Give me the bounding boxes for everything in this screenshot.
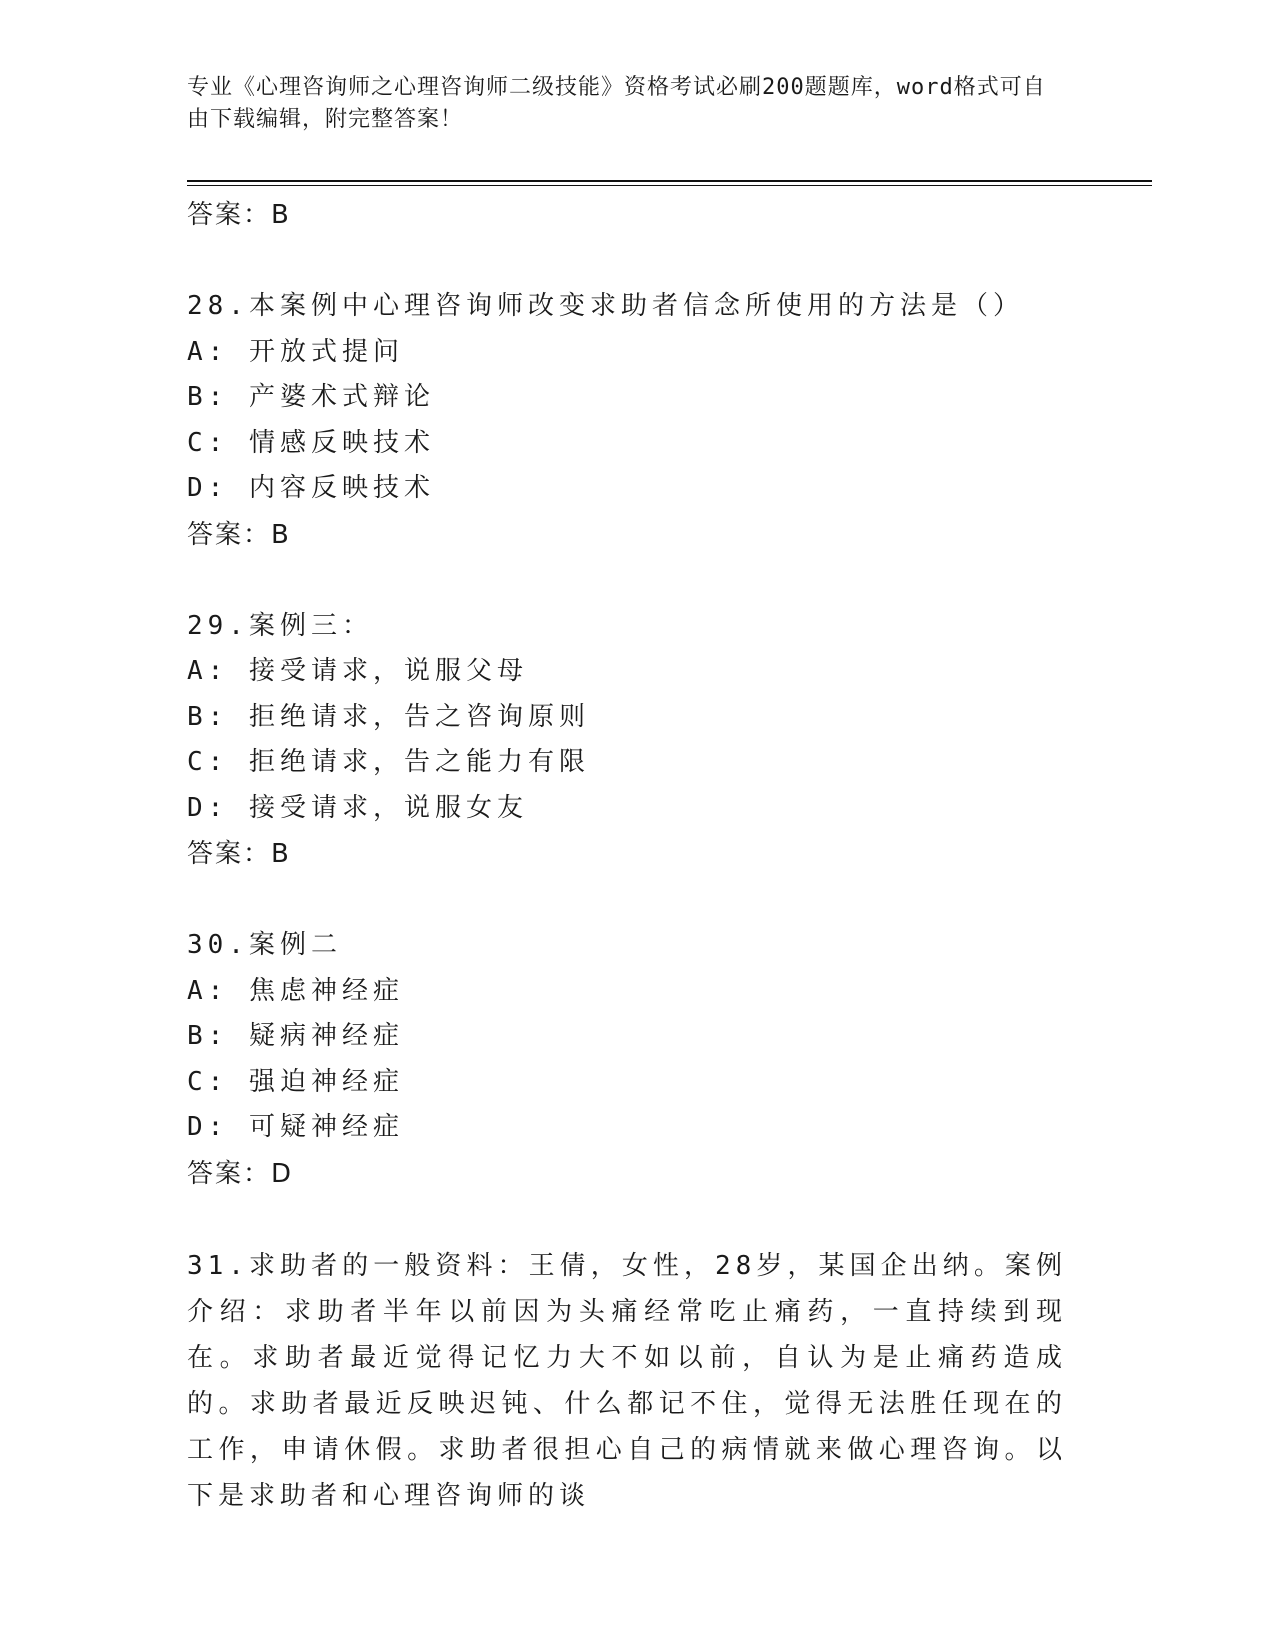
option-b: B: 产婆术式辩论 [187,382,435,412]
question-29 [187,604,1067,878]
header-rule-thin [187,185,1152,186]
option-b: B: 疑病神经症 [187,1021,404,1051]
option-d: D: 可疑神经症 [187,1112,404,1142]
option-d: D: 内容反映技术 [187,473,435,503]
option-d: D: 接受请求，说服女友 [187,792,528,823]
option-c: C: 拒绝请求，告之能力有限 [187,747,590,777]
question-title: 30.案例二 [187,930,342,960]
option-c: C: 强迫神经症 [187,1066,404,1097]
question-title: 28.本案例中心理咨询师改变求助者信念所使用的方法是（） [187,291,1024,321]
header-rule-thick [187,180,1152,182]
option-a: A: 开放式提问 [187,336,404,367]
answer-28: 答案：B [187,519,291,550]
option-a: A: 接受请求，说服父母 [187,656,528,686]
page-header: 专业《心理咨询师之心理咨询师二级技能》资格考试必刷200题题库，word格式可自由下载编辑，附完整答案！ [187,75,1046,132]
option-a: A: 焦虑神经症 [187,975,404,1006]
question-content [187,192,1067,1519]
answer-30: 答案：D [187,1158,294,1189]
question-title: 29.案例三： [187,610,373,641]
option-b: B: 拒绝请求，告之咨询原则 [187,701,590,732]
answer-29: 答案：B [187,839,291,869]
answer-27: 答案：B [187,200,291,230]
option-c: C: 情感反映技术 [187,427,435,458]
question-30 [187,923,1067,1197]
question-31-text: 31.求助者的一般资料：王倩，女性，28岁，某国企出纳。案例介绍：求助者半年以前因为头痛经常吃止痛药，一直持续到现在。求助者最近觉得记忆力大不如以前，自认为是止痛药造成的。求助者最近反映迟钝、什么都记不住，觉得无法胜任现在的工作，申请休假。求助者很担心自己的病情就来做心理咨询。以下是求助者和心理咨询师的谈 [187,1250,1067,1511]
question-28 [187,284,1067,558]
